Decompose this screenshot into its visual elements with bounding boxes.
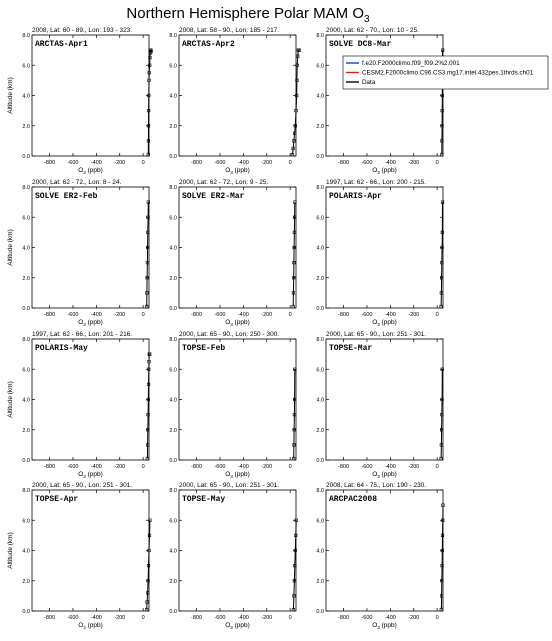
- x-tick-label: -200: [261, 160, 273, 166]
- x-axis-label: [225, 622, 250, 630]
- x-axis-label-main: O: [372, 622, 378, 629]
- y-tick-label: 8.0: [169, 488, 177, 494]
- chart-panel-8: [169, 331, 296, 479]
- legend: [343, 56, 548, 89]
- panel-label: TOPSE-Mar: [329, 344, 373, 353]
- x-tick-label: 0: [435, 312, 439, 318]
- panel-frame: [326, 35, 443, 156]
- x-axis-label-subscript: 3: [83, 474, 86, 479]
- x-axis-label-subscript: 3: [83, 170, 86, 175]
- x-tick-label: -600: [214, 464, 226, 470]
- panel-frame: [179, 35, 296, 156]
- x-axis-label-subscript: 3: [230, 322, 233, 327]
- x-axis-label-subscript: 3: [230, 170, 233, 175]
- x-axis-label-unit: (ppb): [379, 622, 397, 629]
- y-tick-label: 4.0: [22, 548, 30, 555]
- y-tick-label: 2.0: [22, 123, 30, 130]
- x-axis-label: [78, 622, 103, 630]
- x-tick-label: -600: [361, 464, 373, 470]
- x-axis-label-main: O: [78, 167, 84, 174]
- y-tick-label: 6.0: [316, 367, 324, 374]
- y-tick-label: 0.0: [22, 458, 30, 464]
- panel-frame: [326, 187, 443, 308]
- chart-panel-9: [316, 331, 443, 479]
- x-axis-label-main: O: [78, 319, 84, 326]
- x-tick-label: -400: [237, 464, 249, 470]
- panel-subtitle: 2000, Lat: 65 - 90., Lon: 251 - 301.: [32, 482, 133, 489]
- y-axis-label: Altitude (km): [7, 381, 14, 418]
- chart-panel-6: [316, 179, 443, 327]
- y-tick-label: 2.0: [169, 123, 177, 130]
- y-tick-label: 6.0: [169, 63, 177, 70]
- panel-label: ARCTAS-Apr1: [35, 40, 88, 49]
- y-tick-label: 8.0: [316, 337, 324, 343]
- x-axis-label-main: O: [225, 167, 231, 174]
- x-axis-label-unit: (ppb): [379, 319, 397, 326]
- x-tick-label: -400: [237, 160, 249, 166]
- y-tick-label: 4.0: [316, 93, 324, 100]
- y-tick-label: 0.0: [22, 609, 30, 615]
- y-tick-label: 2.0: [169, 275, 177, 282]
- x-tick-label: -400: [90, 312, 102, 318]
- y-tick-label: 4.0: [22, 93, 30, 100]
- y-tick-label: 6.0: [169, 215, 177, 222]
- y-axis-label: Altitude (km): [7, 77, 14, 114]
- x-tick-label: 0: [141, 615, 145, 621]
- x-tick-label: -200: [114, 615, 126, 621]
- chart-panel-10: [7, 482, 151, 630]
- chart-panel-7: [7, 331, 151, 479]
- x-tick-label: -800: [191, 615, 203, 621]
- y-tick-label: 4.0: [169, 397, 177, 404]
- chart-panel-2: [169, 27, 300, 175]
- y-tick-label: 0.0: [316, 154, 324, 160]
- y-tick-label: 6.0: [316, 215, 324, 222]
- y-tick-label: 2.0: [169, 427, 177, 434]
- x-axis-label-unit: (ppb): [85, 319, 103, 326]
- x-axis-label-subscript: 3: [83, 625, 86, 630]
- y-tick-label: 0.0: [22, 306, 30, 312]
- x-tick-label: -200: [408, 160, 420, 166]
- chart-panel-4: [7, 179, 150, 327]
- y-tick-label: 6.0: [22, 63, 30, 70]
- x-axis-label-subscript: 3: [230, 625, 233, 630]
- chart-panel-12: [316, 482, 444, 630]
- panel-subtitle: 2000, Lat: 65 - 90., Lon: 251 - 301.: [326, 331, 427, 338]
- y-tick-label: 8.0: [22, 337, 30, 343]
- x-axis-label: [225, 167, 250, 175]
- x-axis-label-main: O: [78, 471, 84, 478]
- y-tick-label: 0.0: [22, 154, 30, 160]
- panel-subtitle: 1997, Lat: 62 - 66., Lon: 201 - 216.: [32, 331, 133, 338]
- x-tick-label: -800: [191, 160, 203, 166]
- x-axis-label-unit: (ppb): [232, 622, 250, 629]
- x-axis-label-main: O: [372, 167, 378, 174]
- x-tick-label: -800: [338, 160, 350, 166]
- x-tick-label: 0: [435, 160, 439, 166]
- x-axis-label: [372, 167, 397, 175]
- x-tick-label: -800: [191, 464, 203, 470]
- y-tick-label: 0.0: [169, 154, 177, 160]
- panel-frame: [326, 490, 443, 611]
- panel-subtitle: 2008, Lat: 58 - 90., Lon: 185 - 217.: [179, 27, 280, 34]
- panel-frame: [32, 339, 149, 460]
- x-tick-label: -600: [361, 312, 373, 318]
- x-tick-label: -600: [361, 160, 373, 166]
- x-tick-label: -600: [67, 464, 79, 470]
- x-tick-label: -200: [114, 160, 126, 166]
- x-axis-label: [78, 471, 103, 479]
- x-tick-label: -800: [338, 615, 350, 621]
- x-tick-label: -400: [384, 615, 396, 621]
- y-tick-label: 8.0: [316, 185, 324, 191]
- x-axis-label-unit: (ppb): [232, 167, 250, 174]
- panel-subtitle: 2008, Lat: 60 - 89., Lon: 193 - 323.: [32, 27, 133, 34]
- x-tick-label: -200: [408, 312, 420, 318]
- x-tick-label: -600: [67, 312, 79, 318]
- x-tick-label: 0: [288, 464, 292, 470]
- y-tick-label: 6.0: [316, 518, 324, 525]
- y-tick-label: 4.0: [169, 548, 177, 555]
- x-tick-label: 0: [141, 312, 145, 318]
- x-tick-label: -200: [261, 312, 273, 318]
- y-tick-label: 0.0: [316, 458, 324, 464]
- panel-frame: [179, 187, 296, 308]
- x-tick-label: 0: [141, 160, 145, 166]
- x-tick-label: -400: [90, 160, 102, 166]
- x-tick-label: -400: [384, 160, 396, 166]
- panel-label: TOPSE-Feb: [182, 344, 226, 353]
- y-axis-label: Altitude (km): [7, 229, 14, 266]
- legend-label: f.e20.F2000climo.f09_f09.2%2.001: [362, 60, 460, 67]
- x-tick-label: -600: [214, 160, 226, 166]
- x-tick-label: -800: [338, 312, 350, 318]
- x-tick-label: 0: [288, 160, 292, 166]
- x-axis-label-unit: (ppb): [232, 319, 250, 326]
- x-axis-label: [372, 319, 397, 327]
- y-tick-label: 2.0: [316, 275, 324, 282]
- series-line-data: [441, 369, 442, 458]
- y-tick-label: 0.0: [169, 609, 177, 615]
- y-axis-label: Altitude (km): [7, 532, 14, 569]
- chart-panel-1: [7, 27, 152, 175]
- y-tick-label: 8.0: [22, 185, 30, 191]
- y-tick-label: 4.0: [169, 245, 177, 252]
- x-tick-label: 0: [435, 464, 439, 470]
- panel-subtitle: 1997, Lat: 62 - 66., Lon: 200 - 215.: [326, 179, 427, 186]
- y-tick-label: 8.0: [22, 488, 30, 494]
- y-tick-label: 8.0: [22, 33, 30, 39]
- y-tick-label: 0.0: [316, 306, 324, 312]
- y-tick-label: 2.0: [316, 578, 324, 585]
- panel-subtitle: 2000, Lat: 62 - 72., Lon: 8 - 24.: [32, 179, 122, 186]
- panel-frame: [179, 339, 296, 460]
- legend-label: Data: [362, 79, 376, 86]
- y-tick-label: 6.0: [22, 215, 30, 222]
- x-axis-label-unit: (ppb): [85, 471, 103, 478]
- x-tick-label: -200: [114, 464, 126, 470]
- x-axis-label: [225, 471, 250, 479]
- x-tick-label: -800: [44, 464, 56, 470]
- chart-panel-3: [316, 27, 444, 175]
- x-axis-label-main: O: [225, 622, 231, 629]
- panels-group: [7, 27, 444, 630]
- x-tick-label: -200: [261, 615, 273, 621]
- x-axis-label-main: O: [225, 319, 231, 326]
- chart-panel-11: [169, 482, 297, 630]
- x-axis-label-subscript: 3: [377, 322, 380, 327]
- x-tick-label: -600: [67, 160, 79, 166]
- y-tick-label: 2.0: [316, 427, 324, 434]
- panel-frame: [32, 490, 149, 611]
- y-tick-label: 6.0: [169, 367, 177, 374]
- x-tick-label: -200: [114, 312, 126, 318]
- y-tick-label: 6.0: [169, 518, 177, 525]
- panel-subtitle: 2000, Lat: 65 - 90., Lon: 250 - 300.: [179, 331, 280, 338]
- panel-label: SOLVE ER2-Feb: [35, 192, 98, 201]
- y-tick-label: 2.0: [22, 578, 30, 585]
- x-tick-label: -600: [67, 615, 79, 621]
- x-tick-label: 0: [141, 464, 145, 470]
- x-axis-label-subscript: 3: [230, 474, 233, 479]
- panel-label: SOLVE ER2-Mar: [182, 192, 245, 201]
- x-tick-label: -800: [44, 160, 56, 166]
- y-tick-label: 2.0: [22, 427, 30, 434]
- x-axis-label-unit: (ppb): [379, 471, 397, 478]
- y-tick-label: 8.0: [316, 488, 324, 494]
- panel-label: TOPSE-Apr: [35, 495, 79, 504]
- x-tick-label: -600: [361, 615, 373, 621]
- panel-frame: [32, 35, 149, 156]
- y-tick-label: 2.0: [169, 578, 177, 585]
- figure-title-subscript: 3: [364, 14, 370, 25]
- panel-label: POLARIS-Apr: [329, 192, 382, 201]
- series-line-data: [294, 369, 295, 458]
- y-tick-label: 8.0: [169, 33, 177, 39]
- panel-subtitle: 2000, Lat: 62 - 72., Lon: 9 - 25.: [179, 179, 269, 186]
- x-axis-label-main: O: [372, 471, 378, 478]
- y-tick-label: 4.0: [22, 397, 30, 404]
- x-tick-label: -800: [44, 312, 56, 318]
- y-tick-label: 4.0: [169, 93, 177, 100]
- x-tick-label: -800: [191, 312, 203, 318]
- x-tick-label: -400: [90, 615, 102, 621]
- y-tick-label: 4.0: [22, 245, 30, 252]
- panel-subtitle: 2008, Lat: 64 - 75., Lon: 190 - 230.: [326, 482, 427, 489]
- y-tick-label: 0.0: [169, 306, 177, 312]
- x-axis-label-unit: (ppb): [379, 167, 397, 174]
- y-tick-label: 4.0: [316, 548, 324, 555]
- x-tick-label: 0: [288, 312, 292, 318]
- x-axis-label: [78, 167, 103, 175]
- panel-subtitle: 2000, Lat: 62 - 70., Lon: 10 - 25.: [326, 27, 419, 34]
- x-axis-label: [372, 471, 397, 479]
- panel-frame: [32, 187, 149, 308]
- y-tick-label: 0.0: [169, 458, 177, 464]
- panel-label: ARCPAC2008: [329, 495, 378, 504]
- series-line-data: [441, 202, 442, 306]
- x-axis-label-subscript: 3: [377, 625, 380, 630]
- x-tick-label: -200: [408, 464, 420, 470]
- x-tick-label: -400: [237, 615, 249, 621]
- x-tick-label: -600: [214, 615, 226, 621]
- x-tick-label: -200: [261, 464, 273, 470]
- x-tick-label: -800: [44, 615, 56, 621]
- x-axis-label-main: O: [78, 622, 84, 629]
- y-tick-label: 6.0: [22, 367, 30, 374]
- x-axis-label-unit: (ppb): [85, 622, 103, 629]
- x-tick-label: -600: [214, 312, 226, 318]
- figure-title: [126, 5, 370, 25]
- panel-subtitle: 2000, Lat: 65 - 90., Lon: 251 - 301.: [179, 482, 280, 489]
- y-tick-label: 2.0: [22, 275, 30, 282]
- x-tick-label: -400: [90, 464, 102, 470]
- x-axis-label: [372, 622, 397, 630]
- panel-label: POLARIS-May: [35, 344, 88, 353]
- y-tick-label: 2.0: [316, 123, 324, 130]
- y-tick-label: 6.0: [316, 63, 324, 70]
- y-tick-label: 4.0: [316, 245, 324, 252]
- y-tick-label: 8.0: [169, 185, 177, 191]
- panel-label: TOPSE-May: [182, 495, 226, 504]
- y-tick-label: 8.0: [169, 337, 177, 343]
- panel-label: SOLVE DC8-Mar: [329, 40, 392, 49]
- panel-frame: [326, 339, 443, 460]
- x-axis-label-unit: (ppb): [232, 471, 250, 478]
- figure-title-main: Northern Hemisphere Polar MAM O: [126, 5, 365, 22]
- x-tick-label: 0: [435, 615, 439, 621]
- x-axis-label-subscript: 3: [83, 322, 86, 327]
- y-tick-label: 8.0: [316, 33, 324, 39]
- y-tick-label: 0.0: [316, 609, 324, 615]
- x-tick-label: -200: [408, 615, 420, 621]
- x-axis-label: [78, 319, 103, 327]
- x-axis-label-main: O: [225, 471, 231, 478]
- chart-panel-5: [169, 179, 296, 327]
- legend-label: CESM2.F2000climo.C96.CS3.mg17.intel.432pes.1thrds.ch01: [362, 69, 534, 77]
- panel-frame: [179, 490, 296, 611]
- x-axis-label-main: O: [372, 319, 378, 326]
- x-axis-label-subscript: 3: [377, 170, 380, 175]
- x-tick-label: -400: [237, 312, 249, 318]
- x-tick-label: -400: [384, 464, 396, 470]
- y-tick-label: 6.0: [22, 518, 30, 525]
- x-tick-label: -800: [338, 464, 350, 470]
- x-tick-label: 0: [288, 615, 292, 621]
- x-axis-label-subscript: 3: [377, 474, 380, 479]
- y-tick-label: 4.0: [316, 397, 324, 404]
- x-tick-label: -400: [384, 312, 396, 318]
- panel-label: ARCTAS-Apr2: [182, 40, 235, 49]
- x-axis-label-unit: (ppb): [85, 167, 103, 174]
- x-axis-label: [225, 319, 250, 327]
